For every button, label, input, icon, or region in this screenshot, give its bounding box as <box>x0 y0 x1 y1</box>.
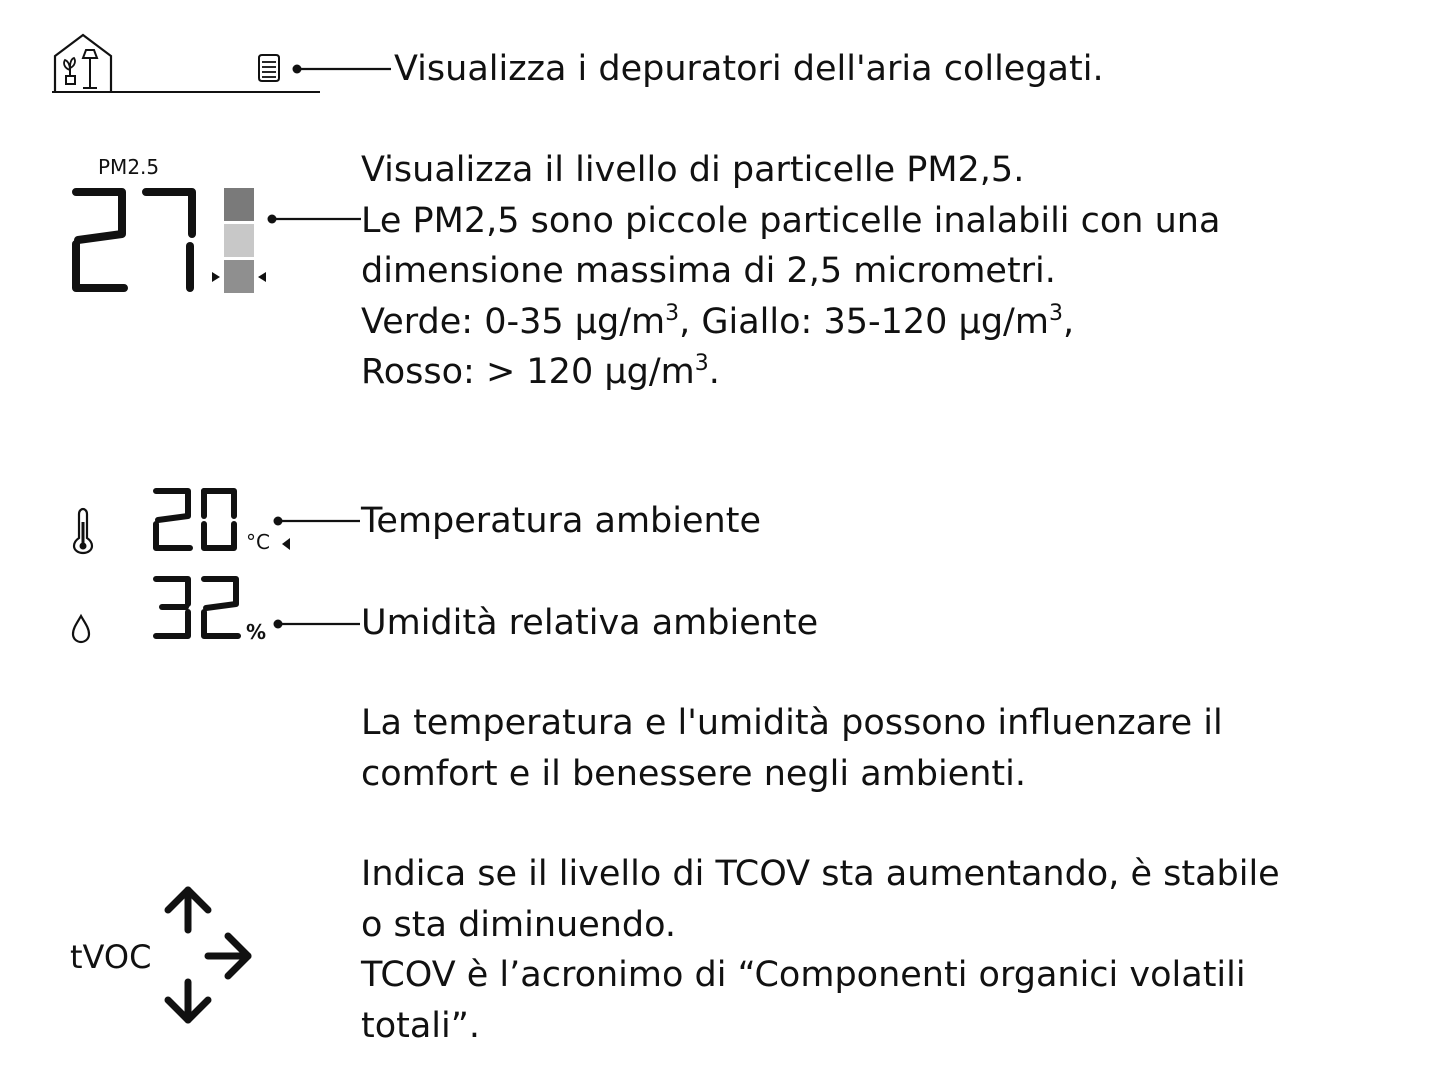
tvoc-down-arrow-icon <box>168 982 208 1020</box>
house-plant-icon <box>52 32 114 94</box>
temperature-pointer-line <box>271 514 361 528</box>
pm25-desc-line1: Visualizza il livello di particelle PM2,5. <box>361 150 1025 190</box>
temperature-value-display <box>150 486 250 554</box>
droplet-icon <box>70 614 92 644</box>
temperature-unit: °C <box>246 530 270 554</box>
humidity-pointer-line <box>271 617 361 631</box>
comfort-note-line1: La temperatura e l'umidità possono influenzare il <box>361 703 1223 743</box>
purifiers-description <box>394 44 1104 95</box>
tvoc-trend-arrows <box>158 884 258 1028</box>
base-line <box>52 90 322 94</box>
tvoc-up-arrow-icon <box>168 890 208 930</box>
humidity-value-display <box>150 574 250 642</box>
superscript: 3 <box>1048 300 1063 326</box>
tvoc-desc-line1: Indica se il livello di TCOV sta aumentando, è stabile <box>361 854 1280 894</box>
air-purifier-icon <box>256 52 286 84</box>
tvoc-right-arrow-icon <box>208 936 248 976</box>
pm25-right-marker <box>258 272 266 282</box>
pm25-green-range: Verde: 0-35 μg/m <box>361 301 666 342</box>
superscript: 3 <box>694 351 709 376</box>
tvoc-label: tVOC <box>70 938 152 976</box>
pm25-desc-line2: Le PM2,5 sono piccole particelle inalabili con una <box>361 200 1221 241</box>
purifier-pointer-line <box>292 62 392 76</box>
pm25-desc-line4 <box>361 297 1220 348</box>
temperature-description <box>361 496 761 547</box>
purifiers-description-text: Visualizza i depuratori dell'aria collegati. <box>394 49 1104 89</box>
humidity-description <box>361 598 818 649</box>
tvoc-description <box>361 849 1280 1051</box>
pm25-value <box>0 0 1 1</box>
humidity-description-text: Umidità relativa ambiente <box>361 603 819 643</box>
pm25-left-marker <box>212 272 220 282</box>
thermometer-icon <box>72 508 94 554</box>
pm25-desc-line3: dimensione massima di 2,5 micrometri. <box>361 251 1056 291</box>
period: . <box>708 352 720 392</box>
tvoc-desc-line4: totali”. <box>361 1005 481 1046</box>
pm25-level-bar <box>212 188 272 296</box>
temperature-marker <box>280 537 292 551</box>
pm25-desc-line5 <box>361 347 1220 398</box>
pm25-description <box>361 145 1220 398</box>
pm25-label: PM2.5 <box>98 155 160 179</box>
pm25-yellow-range: , Giallo: 35-120 μg/m <box>679 301 1049 342</box>
pm25-pointer-line <box>266 212 362 226</box>
pm25-bar-high <box>224 188 254 221</box>
comfort-note <box>361 698 1223 799</box>
pm25-bar-mid <box>224 224 254 257</box>
tvoc-desc-line3: TCOV è l’acronimo di “Componenti organici volatili <box>361 955 1246 995</box>
pm25-value-display <box>68 184 218 296</box>
pm25-bar-low <box>224 260 254 293</box>
humidity-unit: % <box>246 620 267 644</box>
tvoc-desc-line2: o sta diminuendo. <box>361 904 677 945</box>
pm25-red-range: Rosso: > 120 μg/m <box>361 352 695 392</box>
comfort-note-line2: comfort e il benessere negli ambienti. <box>361 753 1026 794</box>
temperature-description-text: Temperatura ambiente <box>361 501 761 541</box>
comma: , <box>1062 301 1075 342</box>
superscript: 3 <box>665 300 680 326</box>
